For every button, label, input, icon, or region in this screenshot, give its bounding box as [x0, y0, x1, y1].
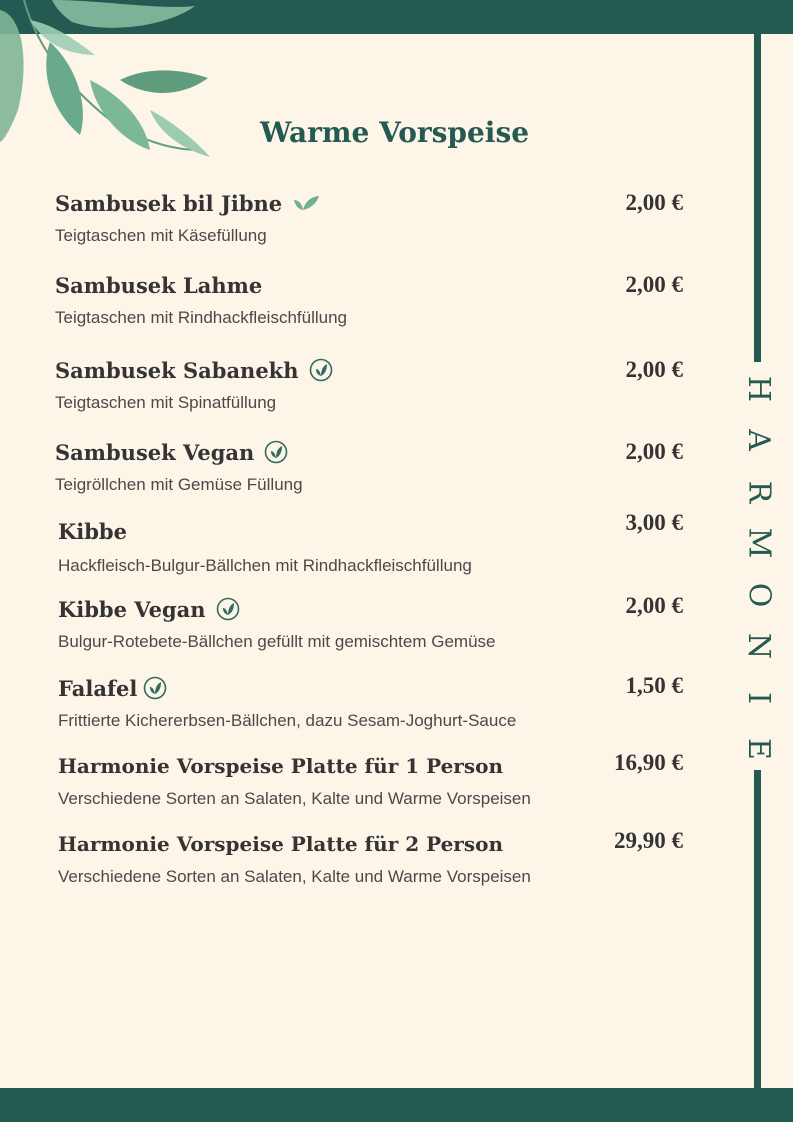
menu-item	[0, 437, 700, 507]
item-description: Teigtaschen mit Käsefüllung	[55, 226, 267, 245]
menu-item	[0, 594, 700, 664]
brand-letter: H	[740, 375, 776, 403]
item-name-row	[55, 270, 262, 300]
menu-item	[0, 270, 700, 340]
vegan-badge-icon	[216, 597, 240, 621]
item-price: 3,00 €	[625, 510, 683, 535]
vegan-badge-icon	[143, 676, 167, 700]
item-price: 2,00 €	[625, 272, 683, 297]
brand-letter: R	[741, 480, 776, 504]
item-name: Kibbe	[58, 518, 127, 544]
item-price: 29,90 €	[614, 828, 683, 853]
bottom-band	[0, 1088, 793, 1122]
item-name: Harmonie Vorspeise Platte für 1 Person	[58, 754, 503, 778]
menu-item	[0, 751, 700, 821]
item-name-row	[58, 516, 127, 546]
item-name: Kibbe Vegan	[58, 596, 206, 622]
brand-letter: E	[741, 738, 776, 760]
item-name-row	[58, 594, 240, 624]
side-line-lower	[754, 770, 761, 1088]
item-price: 2,00 €	[625, 439, 683, 464]
brand-letter: M	[741, 527, 776, 559]
item-name: Harmonie Vorspeise Platte für 2 Person	[58, 832, 503, 856]
item-description: Verschiedene Sorten an Salaten, Kalte und Warme Vorspeisen	[58, 867, 531, 886]
brand-vertical	[738, 374, 778, 764]
menu-item	[0, 829, 700, 899]
brand-letter: N	[741, 632, 776, 660]
item-name: Falafel	[58, 675, 138, 701]
item-name-row	[58, 751, 503, 781]
item-price: 16,90 €	[614, 750, 683, 775]
brand-letter: A	[740, 429, 776, 452]
item-name: Sambusek Lahme	[55, 272, 263, 298]
brand-letter: O	[740, 582, 776, 607]
leaf-icon	[292, 194, 320, 212]
menu-item	[0, 355, 700, 425]
item-description: Bulgur-Rotebete-Bällchen gefüllt mit gemischtem Gemüse	[58, 632, 496, 651]
item-name-row	[58, 829, 503, 859]
item-price: 1,50 €	[625, 673, 683, 698]
menu-item	[0, 673, 700, 743]
item-description: Teigröllchen mit Gemüse Füllung	[55, 475, 303, 494]
menu-item	[0, 188, 700, 258]
item-name: Sambusek Sabanekh	[55, 357, 299, 383]
item-price: 2,00 €	[625, 190, 683, 215]
menu-item	[0, 510, 700, 584]
side-line-upper	[754, 34, 761, 362]
item-description: Frittierte Kichererbsen-Bällchen, dazu Sesam-Joghurt-Sauce	[58, 711, 517, 730]
brand-letter: I	[740, 691, 776, 704]
item-name-row	[55, 355, 333, 385]
item-description: Verschiedene Sorten an Salaten, Kalte und Warme Vorspeisen	[58, 789, 531, 808]
item-name: Sambusek Vegan	[55, 439, 255, 465]
section-title: Warme Vorspeise	[259, 116, 530, 149]
vegan-badge-icon	[309, 358, 333, 382]
item-description: Teigtaschen mit Rindhackfleischfüllung	[55, 308, 347, 327]
item-price: 2,00 €	[625, 357, 683, 382]
item-name-row	[55, 437, 288, 467]
item-name-row	[55, 188, 320, 218]
item-price: 2,00 €	[625, 593, 683, 618]
item-name-row	[58, 673, 167, 703]
vegan-badge-icon	[264, 440, 288, 464]
item-description: Teigtaschen mit Spinatfüllung	[55, 393, 277, 412]
item-name: Sambusek bil Jibne	[55, 190, 283, 216]
item-description: Hackfleisch-Bulgur-Bällchen mit Rindhackfleischfüllung	[58, 556, 472, 575]
